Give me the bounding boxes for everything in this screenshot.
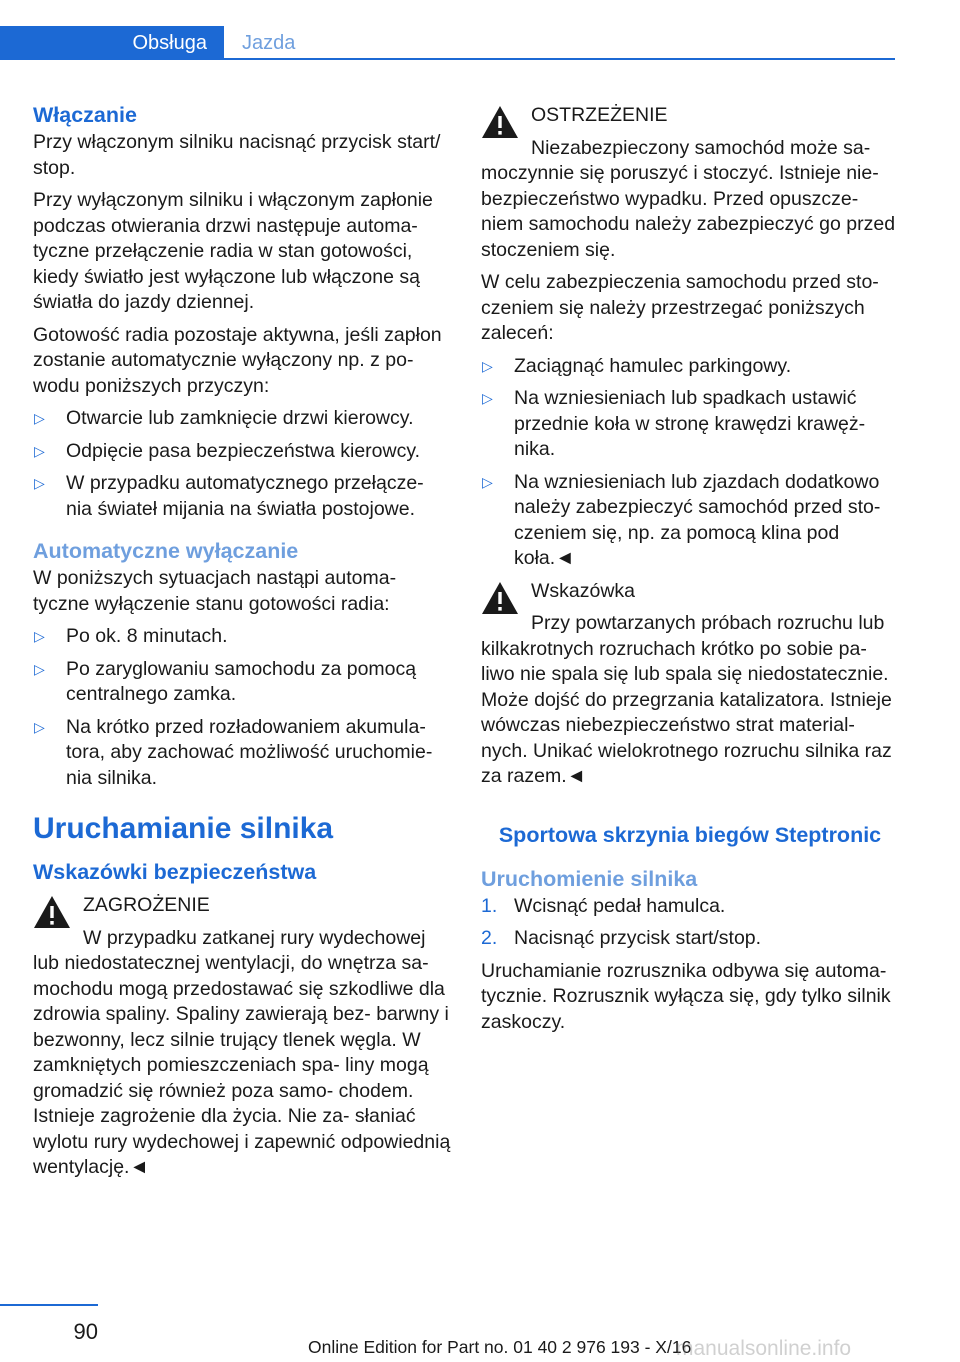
tab-obsluga[interactable]: Obsługa: [0, 26, 224, 60]
paragraph: Przy włączonym silniku nacisnąć przycisk start/ stop.: [33, 131, 441, 179]
warning-text-first: Niezabezpieczony samochód może sa‐: [531, 136, 871, 159]
list-item: ▷ Na krótko przed rozładowaniem akumula‐ tora, aby zachować możliwość uruchomie‐ nia silnika.: [34, 715, 433, 789]
list-item: 1. Wcisnąć pedał hamulca.: [481, 894, 726, 917]
tab-jazda[interactable]: Jazda: [242, 32, 296, 54]
list-item: 2. Nacisnąć przycisk start/stop.: [481, 927, 762, 949]
right-column: [481, 100, 899, 1042]
list-item: ▷ W przypadku automatycznego przełącze‐ nia świateł mijania na światła postojowe.: [34, 472, 424, 520]
list-item: ▷ Na wzniesieniach lub spadkach ustawić przednie koła w stronę krawędzi krawęż‐ nika.: [482, 387, 866, 460]
note-box: [481, 579, 899, 790]
triangle-bullet-icon: ▷: [34, 718, 45, 735]
note-text: kilkakrotnych rozruchach krótko po sobie pa‐ liwo nie spala się lub spala się niedostatecznie. Może dojść do przegrzania katalizatora. Istnieje wówczas niebezpieczeństwo strat material‐ nych. Unikać wielokrotnego rozruchu silnika raz za razem.◄: [481, 637, 892, 787]
list-item: ▷ Po zaryglowaniu samochodu za pomocą centralnego zamka.: [34, 657, 417, 705]
danger-text-first: W przypadku zatkanej rury wydechowej: [83, 926, 426, 949]
heading-sportowa: Sportowa skrzynia biegów Steptronic: [498, 822, 882, 847]
triangle-bullet-icon: ▷: [482, 390, 493, 406]
warning-text: moczynnie się poruszyć i stoczyć. Istnieje nie‐ bezpieczeństwo wypadku. Przed opuszcze‐ niem samochodu należy zabezpieczyć go przed stoczeniem się.: [481, 162, 896, 261]
danger-title: ZAGROŻENIE: [83, 894, 210, 916]
paragraph: W celu zabezpieczenia samochodu przed sto‐ czeniem się należy przestrzegać poniższych zaleceń:: [481, 271, 879, 344]
danger-box: [33, 893, 451, 1181]
heading-wlaczanie: Włączanie: [33, 103, 137, 127]
list-item: ▷ Otwarcie lub zamknięcie drzwi kierowcy.: [33, 406, 451, 432]
watermark: manualsonline.info: [676, 1337, 852, 1360]
header-tabs: [0, 26, 895, 60]
list-item: ▷ Odpięcie pasa bezpieczeństwa kierowcy.: [33, 439, 451, 465]
triangle-bullet-icon: ▷: [34, 442, 45, 459]
warning-box: [481, 103, 899, 263]
note-title: Wskazówka: [531, 579, 636, 602]
bullet-list: [33, 406, 451, 522]
footer-rule: [0, 1304, 98, 1306]
heading-automatyczne: Automatyczne wyłączanie: [33, 539, 299, 563]
note-text-first: Przy powtarzanych próbach rozruchu lub: [531, 612, 885, 634]
heading-uruchomienie: Uruchomienie silnika: [481, 866, 698, 891]
left-column: [33, 100, 451, 1188]
warning-triangle-icon: [33, 895, 71, 929]
danger-text: lub niedostatecznej wentylacji, do wnętrza sa‐ mochodu mogą przedostawać się szkodliwe dla zdrowia spaliny. Spaliny zawierają bez‐ barwny i bezwonny, lecz silnie trujący tlenek węgla. W zamkniętych pomieszczeniach spa‐ liny mogą gromadzić się również poza samo‐ chodem. Istnieje zagrożenie dla życia. Nie za‐ słaniać wylotu rury wydechowej i zapewnić odpowiednią wentylację.◄: [33, 952, 451, 1178]
list-item: ▷ Na wzniesieniach lub zjazdach dodatkowo należy zabezpieczyć samochód przed sto‐ czeniem się, np. za pomocą klina pod koła.◄: [482, 470, 881, 569]
warning-title: OSTRZEŻENIE: [531, 104, 668, 126]
list-item: ▷ Zaciągnąć hamulec parkingowy.: [481, 354, 899, 380]
triangle-bullet-icon: ▷: [482, 357, 493, 374]
triangle-bullet-icon: ▷: [34, 628, 45, 644]
bullet-list: [481, 354, 899, 572]
numbered-list: [481, 894, 899, 952]
paragraph: Przy wyłączonym silniku i włączonym zapłonie podczas otwierania drzwi następuje automa‐ tyczne przełączenie radia w stan gotowości, kiedy światło jest wyłączone lub włączone są światła do jazdy dziennej.: [33, 189, 433, 313]
paragraph: Uruchamianie rozrusznika odbywa się automa‐ tycznie. Rozrusznik wyłącza się, gdy tylko silnik zaskoczy.: [481, 959, 891, 1033]
bullet-list: [33, 624, 451, 791]
triangle-bullet-icon: ▷: [482, 473, 493, 490]
list-item: ▷ Po ok. 8 minutach.: [33, 624, 451, 650]
warning-triangle-icon: [481, 105, 519, 139]
header-rule: [0, 58, 895, 60]
heading-wskazowki: Wskazówki bezpieczeństwa: [33, 860, 317, 884]
triangle-bullet-icon: ▷: [34, 475, 45, 491]
page-number: 90: [73, 1319, 98, 1344]
paragraph: Gotowość radia pozostaje aktywna, jeśli zapłon zostanie automatycznie wyłączony np. z po‐ wodu poniższych przyczyn:: [33, 323, 442, 397]
heading-uruchamianie: Uruchamianie silnika: [33, 812, 334, 845]
warning-triangle-icon: [481, 581, 519, 615]
triangle-bullet-icon: ▷: [34, 410, 45, 426]
paragraph: W poniższych sytuacjach nastąpi automa‐ tyczne wyłączenie stanu gotowości radia:: [33, 567, 397, 615]
edition-text: Online Edition for Part no. 01 40 2 976 193 - X/16: [308, 1337, 692, 1357]
triangle-bullet-icon: ▷: [34, 660, 45, 677]
